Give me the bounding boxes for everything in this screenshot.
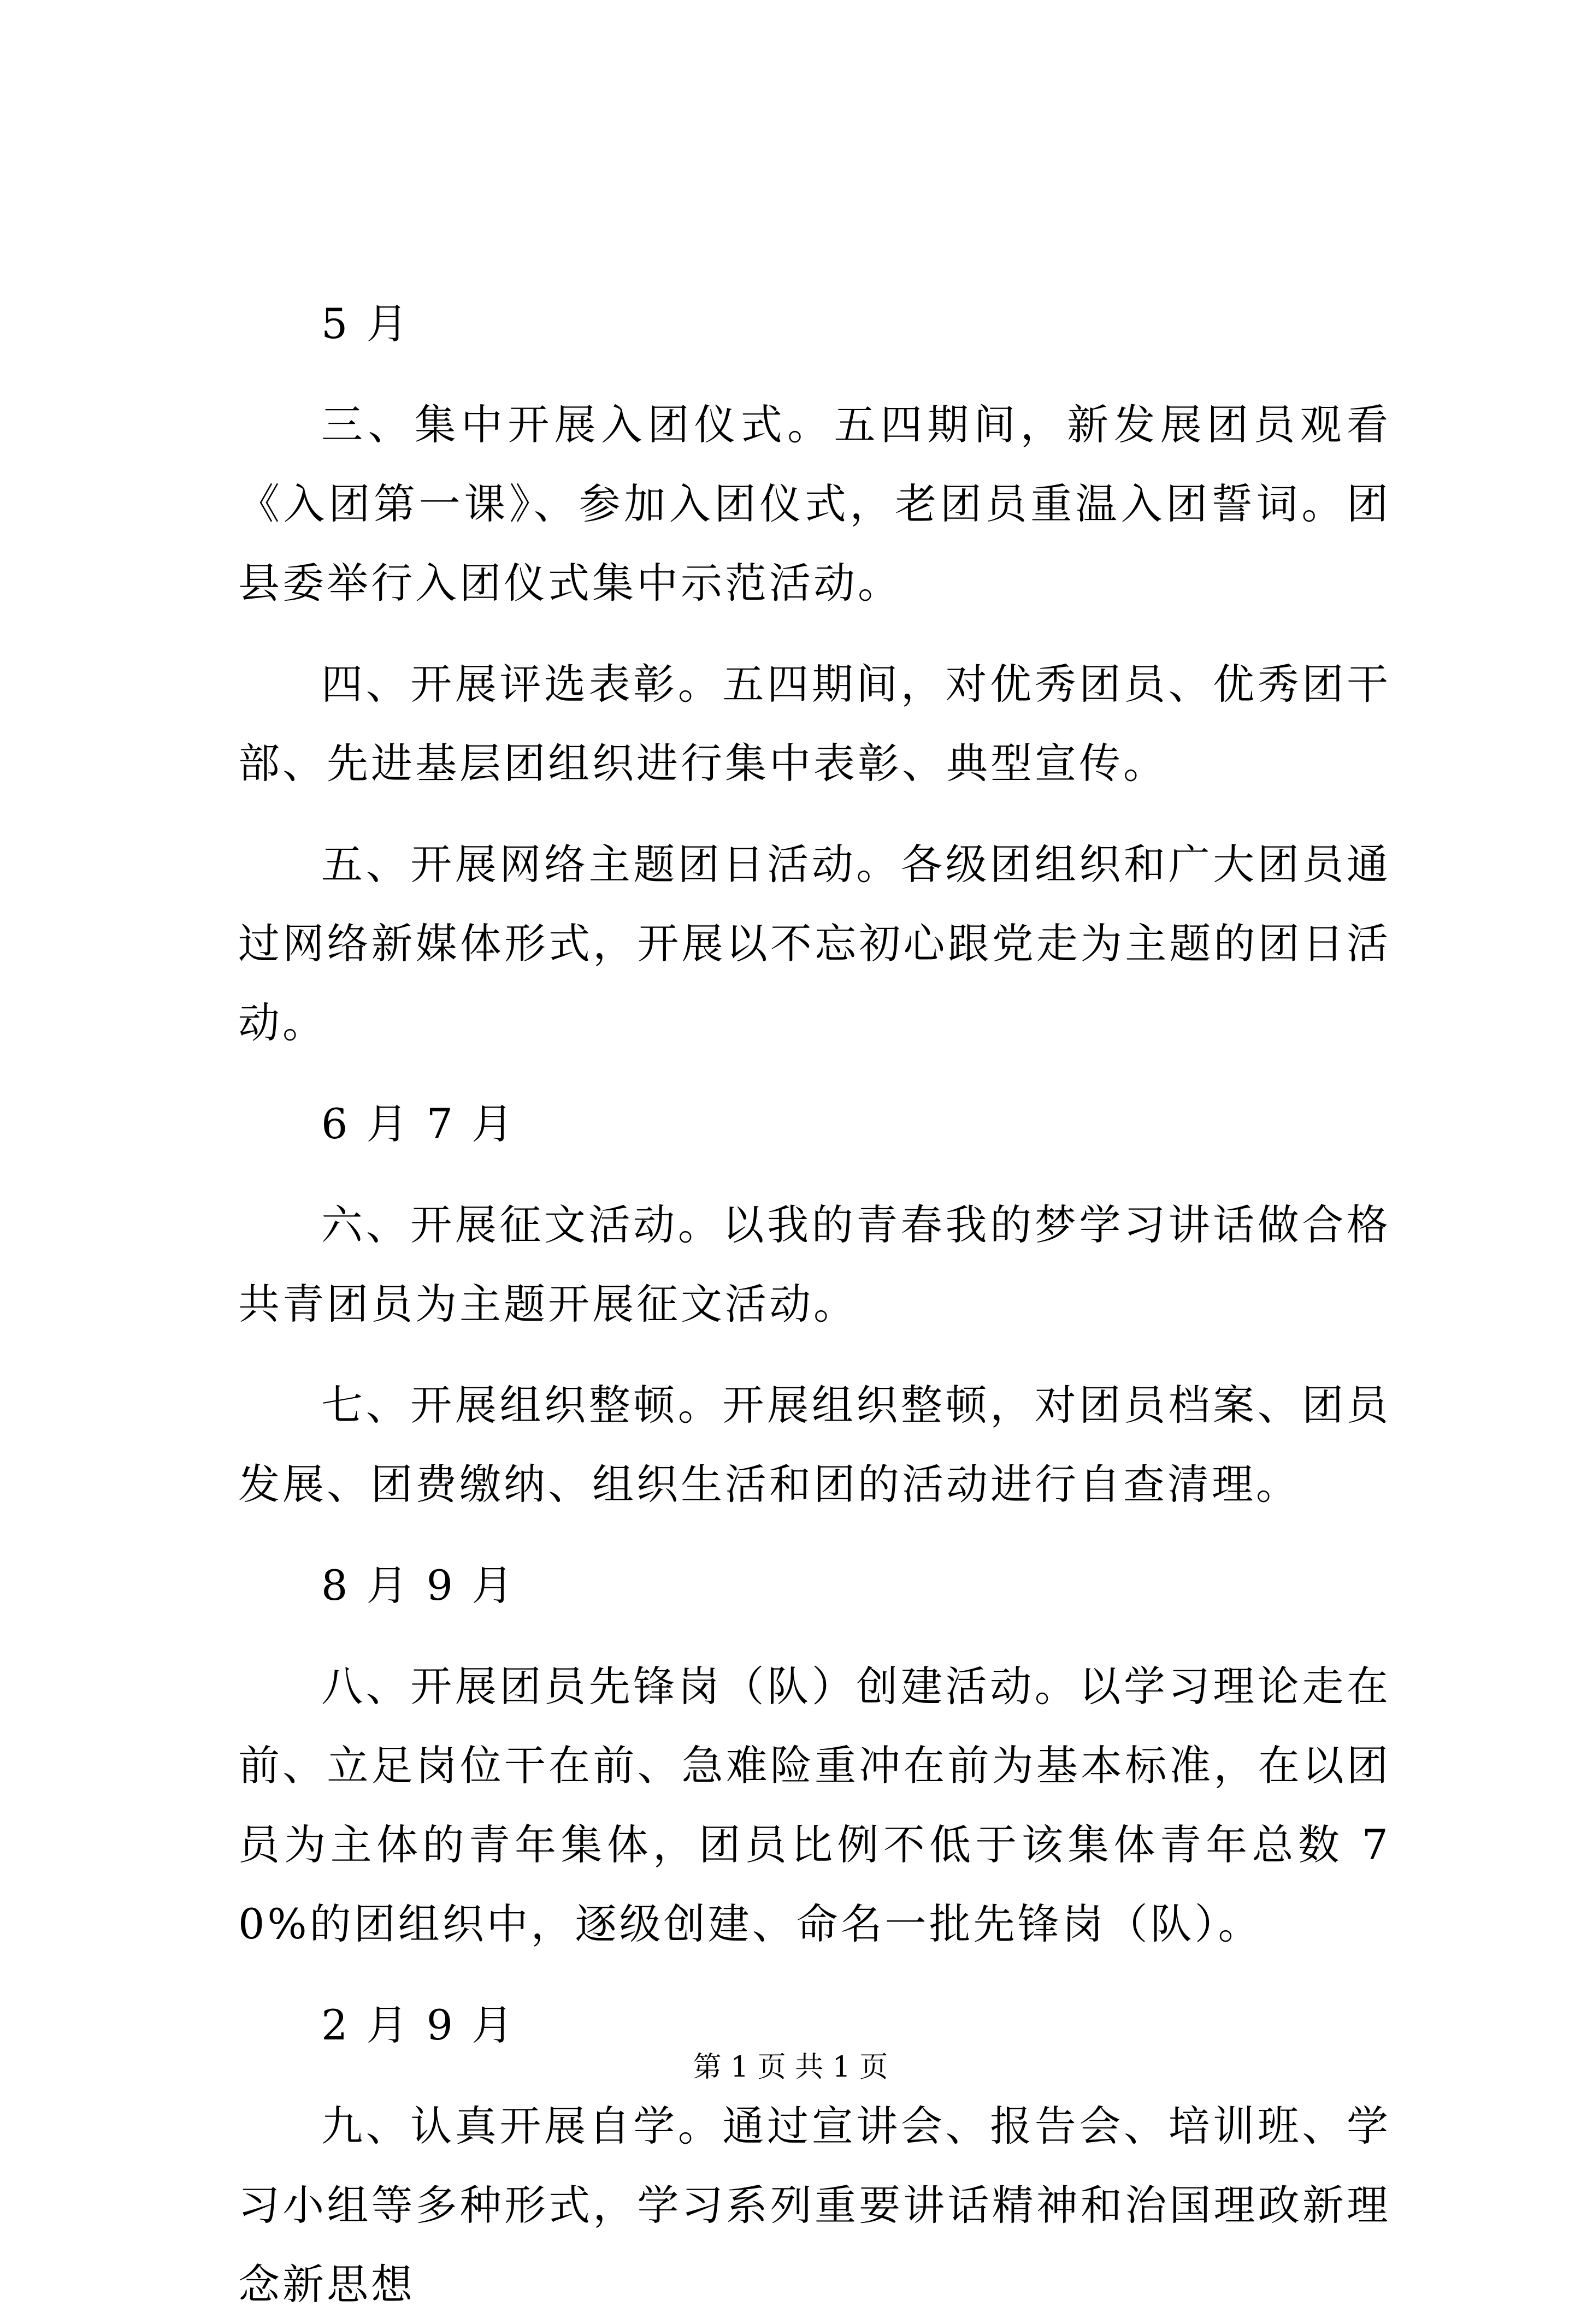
paragraph-item-7: 七、开展组织整顿。开展组织整顿，对团员档案、团员发展、团费缴纳、组织生活和团的活动进行自查清理。 — [238, 1381, 1391, 1509]
month-heading: 5 月 — [321, 299, 411, 348]
page-number-footer: 第 1 页 共 1 页 — [693, 2051, 888, 2084]
paragraph-item-5: 五、开展网络主题团日活动。各级团组织和广大团员通过网络新媒体形式，开展以不忘初心跟党走为主题的团日活动。 — [238, 840, 1391, 1047]
month-heading: 2 月 9 月 — [321, 2001, 516, 2049]
paragraph-item-8: 八、开展团员先锋岗（队）创建活动。以学习理论走在前、立足岗位干在前、急难险重冲在前为基本标准，在以团员为主体的青年集体，团员比例不低于该集体青年总数 70%的团组织中，逐级创建、命名一批先锋岗（队）。 — [238, 1662, 1391, 1948]
paragraph-item-3: 三、集中开展入团仪式。五四期间，新发展团员观看《入团第一课》、参加入团仪式，老团员重温入团誓词。团县委举行入团仪式集中示范活动。 — [238, 400, 1391, 607]
month-heading: 8 月 9 月 — [321, 1561, 516, 1610]
month-heading: 6 月 7 月 — [321, 1099, 516, 1148]
paragraph-item-4: 四、开展评选表彰。五四期间，对优秀团员、优秀团干部、先进基层团组织进行集中表彰、典型宣传。 — [238, 660, 1391, 788]
document-body — [238, 284, 1391, 2324]
paragraph-item-6: 六、开展征文活动。以我的青春我的梦学习讲话做合格共青团员为主题开展征文活动。 — [238, 1201, 1391, 1328]
paragraph-item-9: 九、认真开展自学。通过宣讲会、报告会、培训班、学习小组等多种形式，学习系列重要讲话精神和治国理政新理念新思想 — [238, 2102, 1391, 2309]
